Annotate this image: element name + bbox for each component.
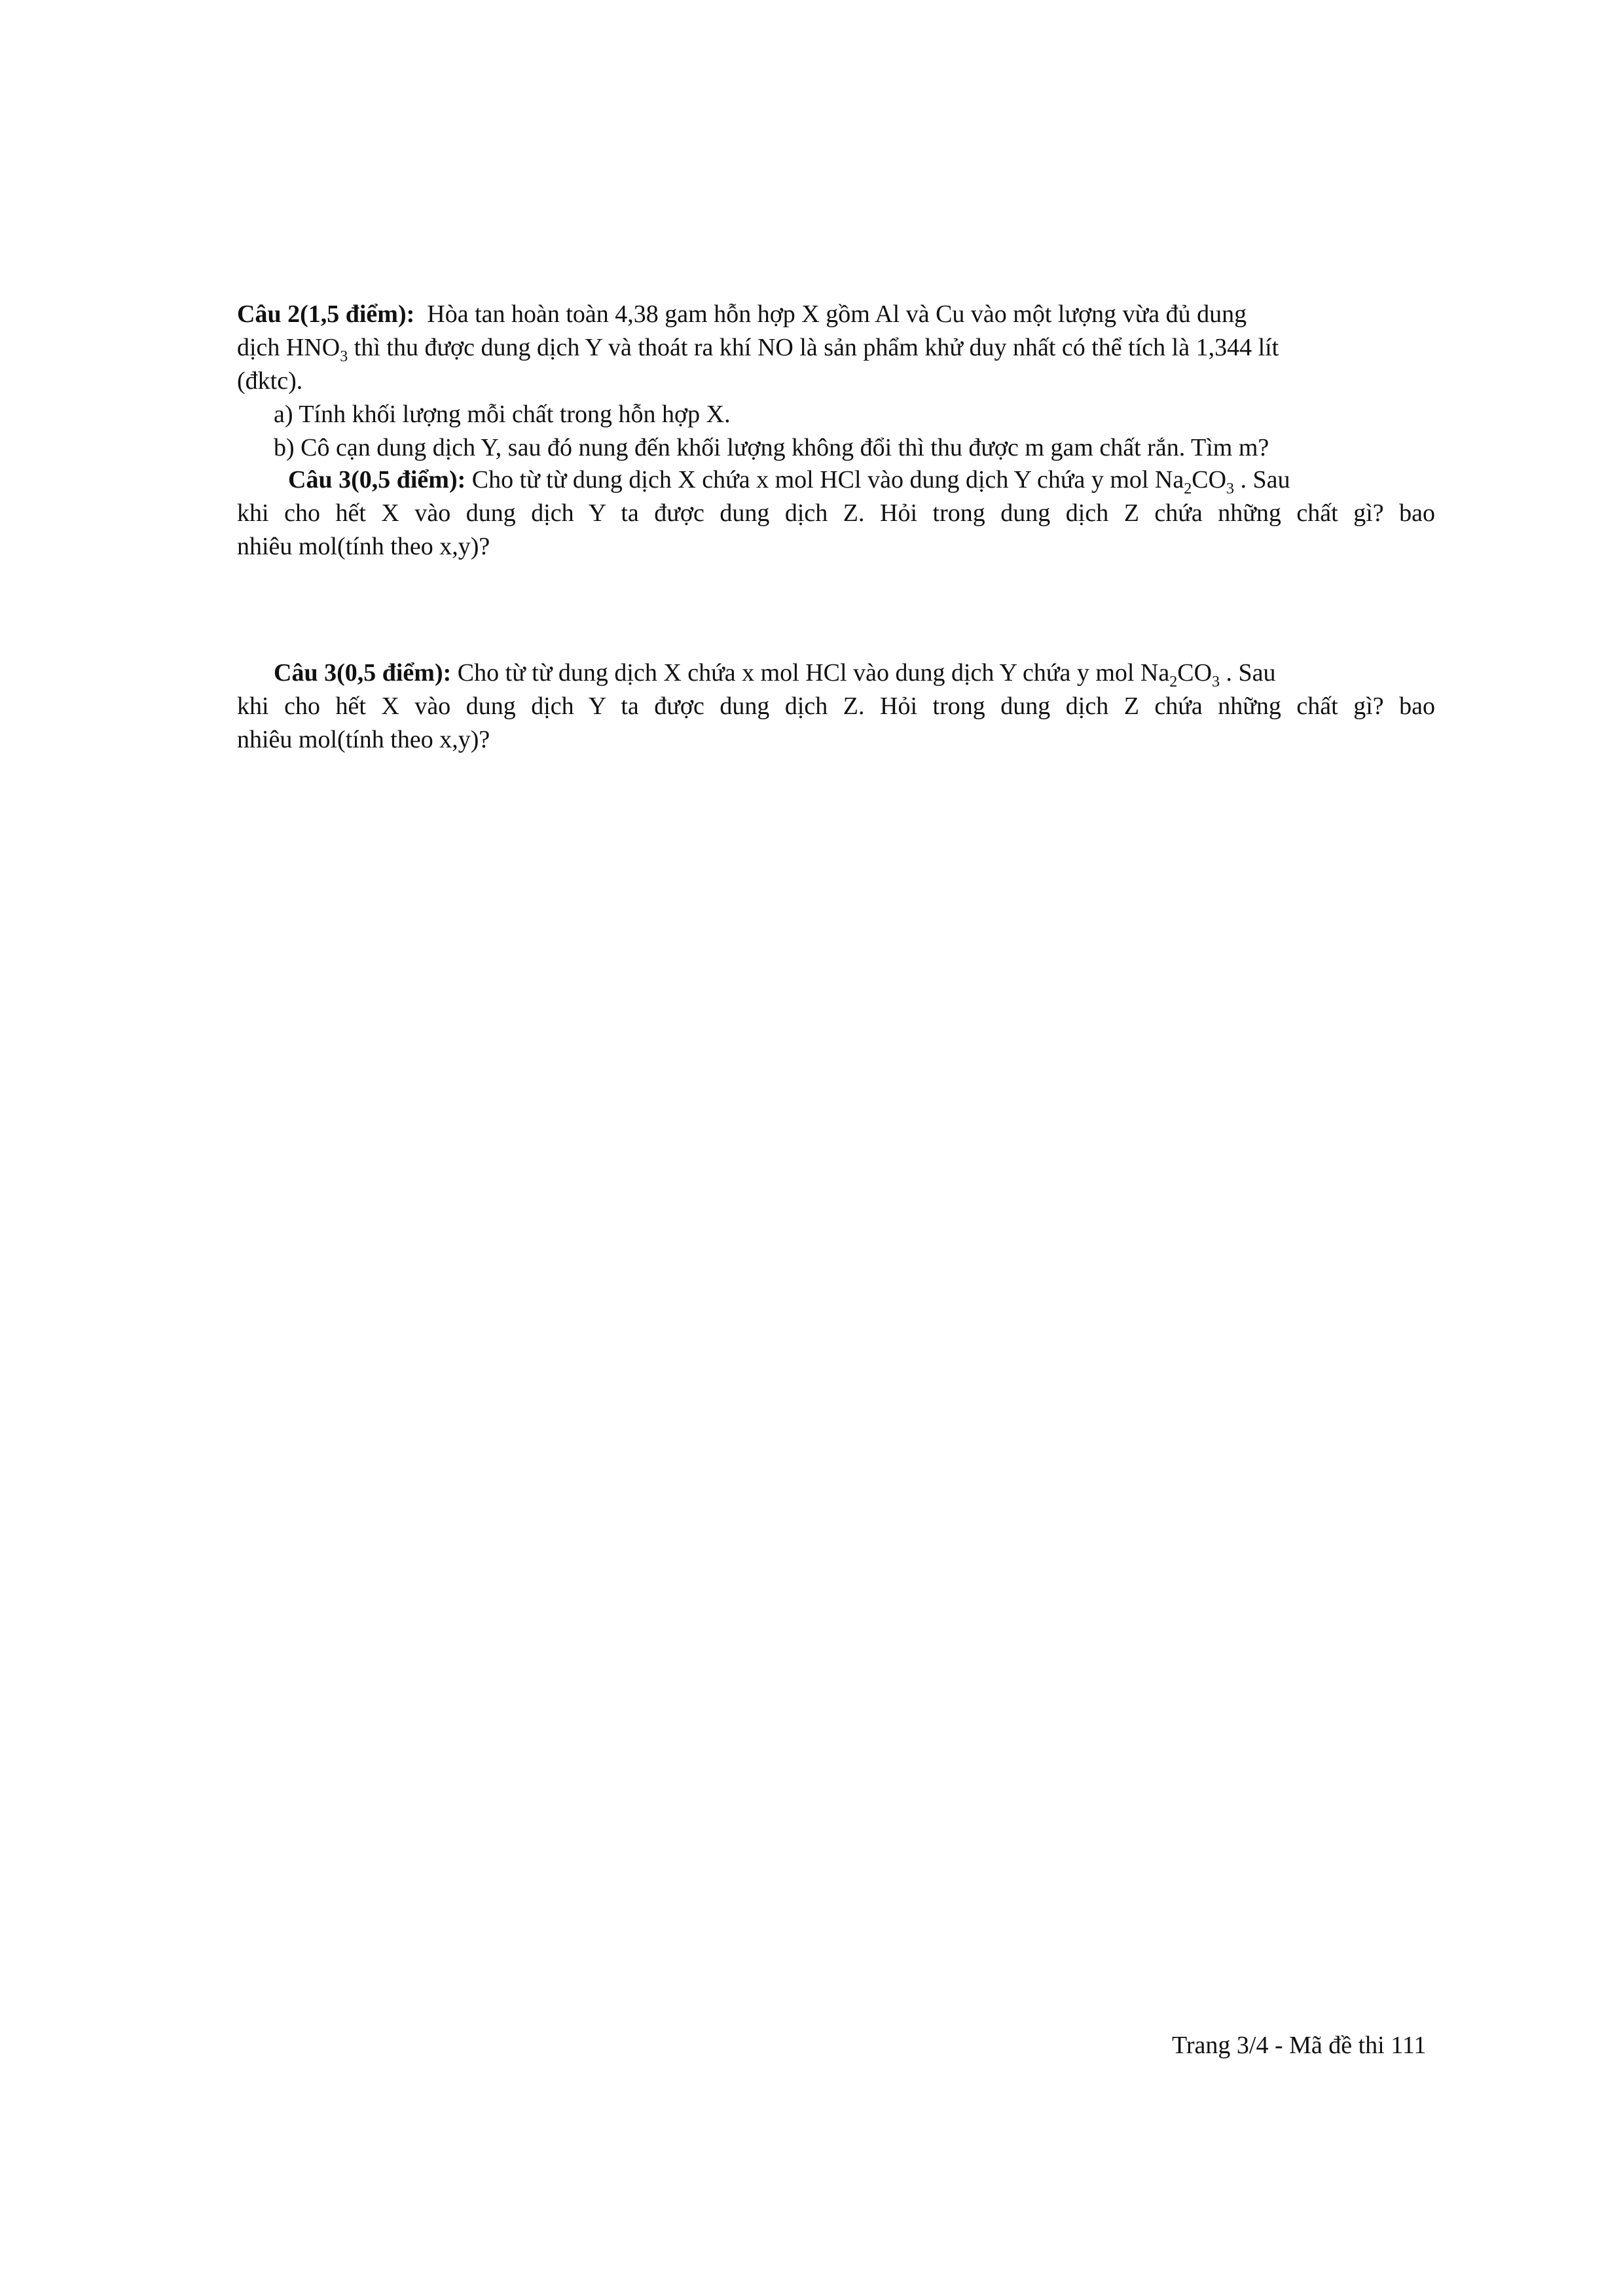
q3a-heading: Câu 3(0,5 điểm): xyxy=(288,466,466,493)
q3b-text-1: Cho từ từ dung dịch X chứa x mol HCl vào dung dịch Y chứa y mol Na xyxy=(457,659,1170,687)
q3a-mid: CO xyxy=(1192,466,1227,493)
q3a-line1 xyxy=(288,463,1290,496)
q3b-sub2: 3 xyxy=(1212,673,1220,691)
q3b-heading: Câu 3(0,5 điểm): xyxy=(274,659,452,687)
q3b-tail: . Sau xyxy=(1220,659,1276,687)
q3b-line1 xyxy=(274,656,1276,689)
q2-part-b xyxy=(274,431,1269,464)
q2-sub: 3 xyxy=(340,348,348,365)
q3a-text-2: khi cho hết X vào dung dịch Y ta được dung dịch Z. Hỏi trong dung dịch Z chứa những chất gì? bao xyxy=(237,499,1435,527)
q2-text-2a: dịch HNO xyxy=(237,334,340,361)
q3b-sub1: 2 xyxy=(1169,673,1178,691)
q2-text-1: Hòa tan hoàn toàn 4,38 gam hỗn hợp X gồm Al và Cu vào một lượng vừa đủ dung xyxy=(427,300,1247,328)
q3a-text-1: Cho từ từ dung dịch X chứa x mol HCl vào dung dịch Y chứa y mol Na xyxy=(471,466,1184,493)
q3a-tail: . Sau xyxy=(1234,466,1290,493)
q3a-text-3: nhiêu mol(tính theo x,y)? xyxy=(237,533,490,560)
q3a-sub2: 3 xyxy=(1226,480,1235,497)
page-footer: Trang 3/4 - Mã đề thi 111 xyxy=(1172,2032,1427,2059)
q3b-text-2: khi cho hết X vào dung dịch Y ta được dung dịch Z. Hỏi trong dung dịch Z chứa những chất gì? bao xyxy=(237,692,1435,720)
q2-heading: Câu 2(1,5 điểm): xyxy=(237,300,415,328)
q3a-sub1: 2 xyxy=(1184,480,1192,497)
q2-text-2b: thì thu được dung dịch Y và thoát ra khí NO là sản phẩm khử duy nhất có thể tích là 1,344 lít xyxy=(348,334,1279,361)
q3b-line2 xyxy=(237,690,1435,723)
q2-part-a-text: a) Tính khối lượng mỗi chất trong hỗn hợp X. xyxy=(274,401,731,428)
q2-text-3: (đktc). xyxy=(237,367,303,395)
q2-line1 xyxy=(237,298,1247,331)
q3a-line3 xyxy=(237,530,490,563)
q2-line2 xyxy=(237,331,1279,364)
q2-part-a xyxy=(274,398,731,431)
q3b-text-3: nhiêu mol(tính theo x,y)? xyxy=(237,726,490,753)
q3a-line2 xyxy=(237,497,1435,529)
q2-line3 xyxy=(237,365,302,397)
q3b-line3 xyxy=(237,723,490,756)
q2-part-b-text: b) Cô cạn dung dịch Y, sau đó nung đến khối lượng không đổi thì thu được m gam chất rắn. Tìm m? xyxy=(274,434,1269,461)
q3b-mid: CO xyxy=(1177,659,1213,687)
